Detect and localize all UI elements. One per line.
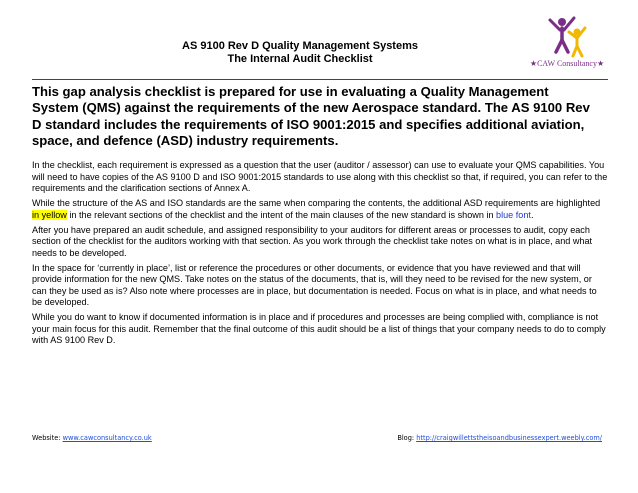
logo-text: ★CAW Consultancy★ [529, 59, 605, 68]
body-text [32, 160, 608, 350]
blog-label: Blog: [397, 434, 417, 442]
document-title [150, 40, 450, 66]
caw-consultancy-logo [522, 12, 612, 74]
title-line-1: AS 9100 Rev D Quality Management Systems [182, 40, 418, 52]
footer-website [32, 434, 152, 442]
website-label: Website: [32, 434, 63, 442]
logo-figures-icon [522, 12, 612, 60]
paragraph-5: While you do want to know if documented information is in place and if procedures and processes are being complied with, compliance is not your main focus for this audit. Remember that the final outcome of this audit should be a list of things that your company needs to do to comply with AS 9100 Rev D. [32, 312, 606, 345]
blog-link[interactable]: http://craigwillettstheisoandbusinessexpert.weebly.com/ [416, 434, 602, 442]
paragraph-2 [32, 198, 608, 221]
yellow-highlight-text: in yellow [32, 209, 67, 220]
intro-paragraph: This gap analysis checklist is prepared for use in evaluating a Quality Management System (QMS) against the requirements of the new Aerospace standard. The AS 9100 Rev D standard includes the requirements of ISO 9001:2015 and specifies additional aviation, space, and defence (ASD) industry requirements. [32, 84, 590, 148]
footer-blog [397, 434, 602, 442]
paragraph-4: In the space for ‘currently in place’, list or reference the procedures or other documents, or evidence that you have reviewed and that will provide information for the new QMS. Take notes on the status of the documents, that is, will they need to be revised for the new system, or can they be used as is? Also note where processes are in place, but documentation is needed. Focus on what is in place, and what needs to be developed. [32, 262, 597, 307]
paragraph-3: After you have prepared an audit schedule, and assigned responsibility to your auditors for different areas or processes to audit, copy each section of the checklist for the auditors working with that section. As you work through the checklist take notes on what is in place, and what needs to be developed. [32, 224, 593, 258]
paragraph-2-middle: in the relevant sections of the checklist and the intent of the main clauses of the new standard is shown in [66, 209, 497, 220]
page-footer [32, 434, 608, 446]
header-divider [32, 79, 608, 80]
paragraph-2-start: While the structure of the AS and ISO standards are the same when comparing the contents, the additional ASD requirements are highlighted [32, 198, 601, 208]
paragraph-1: In the checklist, each requirement is expressed as a question that the user (auditor / assessor) can use to evaluate your QMS capabilities. You will need to have copies of the AS 9100 D and ISO 9001:2015 standards to use along with this checklist so that, if required, you can refer to the requirements and the clarification sections of Annex A. [32, 160, 608, 193]
title-line-2: The Internal Audit Checklist [227, 53, 373, 65]
website-link[interactable]: www.cawconsultancy.co.uk [62, 434, 152, 442]
paragraph-2-end: . [530, 209, 534, 220]
blue-font-text: blue font [496, 209, 531, 220]
